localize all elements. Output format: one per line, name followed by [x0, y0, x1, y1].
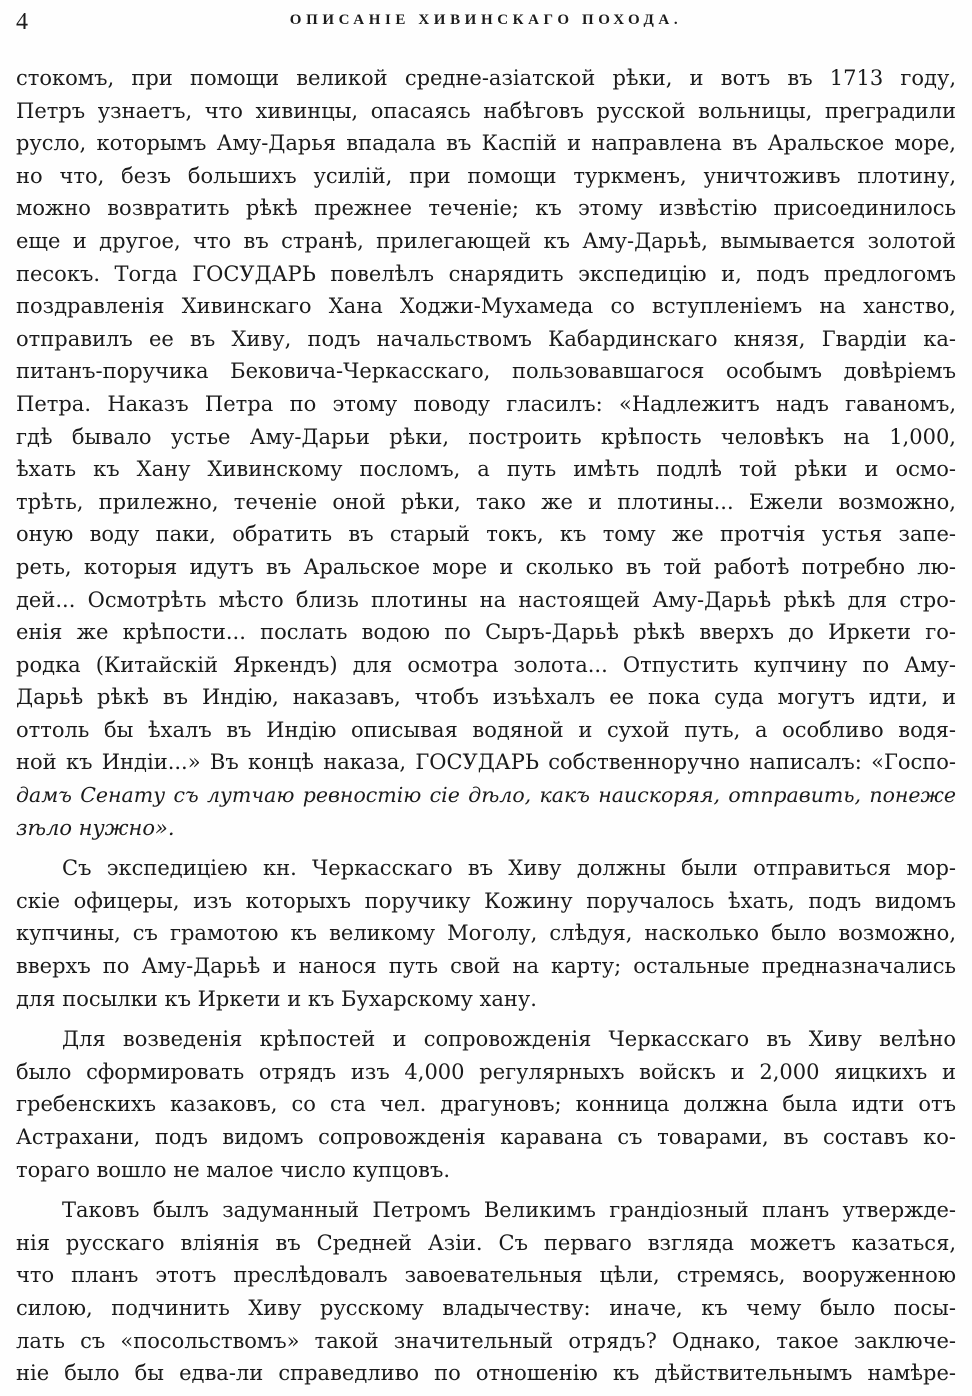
text-line: Таковъ былъ задуманный Петромъ Великимъ грандіозный планъ утвержде- — [62, 1198, 956, 1223]
text-line: трѣть, прилежно, теченіе оной рѣки, тако же и плотины... Ежели возможно, — [16, 489, 956, 514]
text-line: Астрахани, подъ видомъ сопровожденія каравана съ товарами, въ составъ ко- — [16, 1125, 956, 1149]
text-line: гребенскихъ казаковъ, со ста чел. драгуновъ; конница должна была идти отъ — [16, 1092, 956, 1117]
paragraph-gap — [16, 1015, 956, 1023]
running-title: ОПИСАНІЕ ХИВИНСКАГО ПОХОДА. — [289, 12, 683, 28]
text-line: оную воду паки, обратить въ старый токъ, къ тому же протчія устья запе- — [16, 522, 956, 547]
paragraph — [16, 1023, 956, 1186]
text-line: питанъ-поручика Бековича-Черкасскаго, пользовавшагося особымъ довѣріемъ — [16, 359, 956, 384]
page-number: 4 — [16, 9, 28, 35]
text-line: Съ экспедиціею кн. Черкасскаго въ Хиву должны были отправиться мор- — [62, 856, 956, 881]
text-line-italic: зѣло нужно». — [16, 815, 175, 840]
paragraph-gap — [16, 1186, 956, 1194]
page-header — [16, 6, 956, 46]
text-line: что планъ этотъ преслѣдовалъ завоевательныя цѣли, стремясь, вооруженною — [16, 1263, 956, 1288]
text-line: лать съ «посольствомъ» такой значительный отрядъ? Однако, такое заключе- — [16, 1328, 956, 1353]
text-line: стокомъ, при помощи великой средне-азіатской рѣки, и вотъ въ 1713 году, — [16, 66, 956, 90]
paragraph — [16, 1194, 956, 1390]
text-line: скіе офицеры, изъ которыхъ поручику Кожину поручалось ѣхать, подъ видомъ — [16, 888, 956, 913]
text-line: тораго вошло не малое число купцовъ. — [16, 1157, 451, 1182]
text-line: еще и другое, что въ странѣ, прилегающей къ Аму-Дарьѣ, вымывается золотой — [16, 228, 956, 253]
text-line: купчины, съ грамотою къ великому Моголу, слѣдуя, насколько было возможно, — [16, 921, 956, 946]
text-line: можно возвратить рѣкѣ прежнее теченіе; къ этому извѣстію присоединилось — [16, 196, 956, 221]
paragraph — [16, 852, 956, 1015]
text-line: нія русскаго вліянія въ Средней Азіи. Съ перваго взгляда можетъ казаться, — [16, 1230, 956, 1255]
paragraph-gap — [16, 844, 956, 852]
text-line: было сформировать отрядъ изъ 4,000 регулярныхъ войскъ и 2,000 яицкихъ и — [16, 1059, 956, 1084]
text-line: русло, которымъ Аму-Дарья впадала въ Каспій и направлена въ Аральское море, — [16, 131, 956, 156]
text-line: ѣхать къ Хану Хивинскому посломъ, а путь имѣть подлѣ той рѣки и осмо- — [16, 457, 956, 482]
text-line: енія же крѣпости... послать водою по Сыръ-Дарьѣ рѣкѣ вверхъ до Иркети го- — [16, 620, 956, 645]
text-line: силою, подчинить Хиву русскому владычеству: иначе, къ чему было посы- — [16, 1295, 956, 1320]
text-line: Для возведенія крѣпостей и сопровожденія Черкасскаго въ Хиву велѣно — [62, 1027, 956, 1052]
text-line: Петръ узнаетъ, что хивинцы, опасаясь набѣговъ русской вольницы, преградили — [16, 98, 956, 123]
text-line: ніе было бы едва-ли справедливо по отношенію къ дѣйствительнымъ намѣре- — [16, 1361, 956, 1386]
text-line: оттоль бы ѣхалъ въ Индію описывая водяной и сухой путь, а особливо водя- — [16, 717, 956, 742]
text-line: дей... Осмотрѣть мѣсто близь плотины на настоящей Аму-Дарьѣ рѣкѣ для стро- — [16, 587, 956, 612]
text-line: поздравленія Хивинскаго Хана Ходжи-Мухамеда со вступленіемъ на ханство, — [16, 294, 956, 319]
text-line: гдѣ бывало устье Аму-Дарьи рѣки, построить крѣпость человѣкъ на 1,000, — [16, 424, 956, 449]
text-line: Дарьѣ рѣкѣ въ Индію, наказавъ, чтобъ изъѣхалъ ее пока суда могутъ идти, и — [16, 685, 956, 710]
text-line: для посылки къ Иркети и къ Бухарскому хану. — [16, 986, 537, 1011]
text-line: но что, безъ большихъ усилій, при помощи туркменъ, уничтоживъ плотину, — [16, 163, 956, 188]
text-line: Петра. Наказъ Петра по этому поводу гласилъ: «Надлежитъ надъ гаваномъ, — [16, 391, 956, 416]
text-line: вверхъ по Аму-Дарьѣ и нанося путь свой на карту; остальные предназначались — [16, 954, 956, 979]
body-text — [16, 62, 956, 1390]
text-line: отправилъ ее въ Хиву, подъ начальствомъ Кабардинскаго князя, Гвардіи ка- — [16, 326, 956, 351]
text-line: ной къ Индіи...» Въ концѣ наказа, ГОСУДАРЬ собственноручно написалъ: «Госпо- — [16, 750, 956, 775]
text-line: родка (Китайскій Яркендъ) для осмотра золота... Отпустить купчину по Аму- — [16, 652, 956, 677]
text-line-italic: дамъ Сенату съ лутчаю ревностію сіе дѣло, какъ наискоряя, отправить, понеже — [16, 783, 956, 808]
paragraph — [16, 62, 956, 844]
text-line: песокъ. Тогда ГОСУДАРЬ повелѣлъ снарядить экспедицію и, подъ предлогомъ — [16, 261, 956, 286]
text-line: реть, которыя идутъ въ Аральское море и сколько въ той работѣ потребно лю- — [16, 554, 956, 579]
